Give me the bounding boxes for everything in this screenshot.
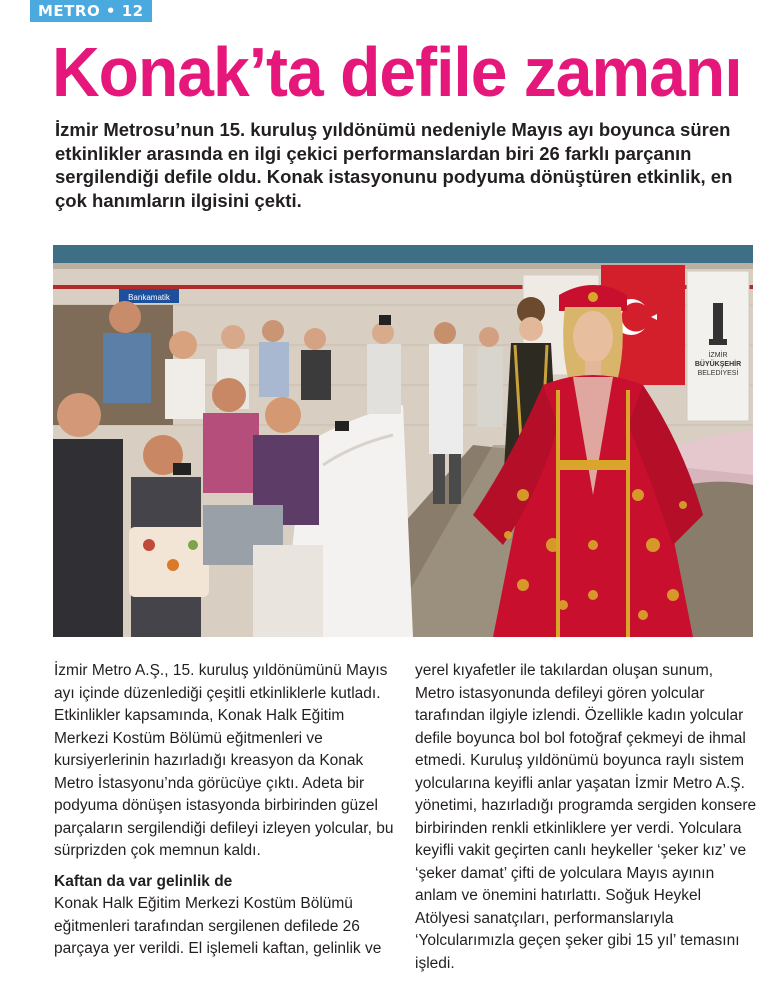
- body-column-1: [54, 660, 394, 961]
- body-paragraph-2: Konak Halk Eğitim Merkezi Kostüm Bölümü eğitmenleri tarafından sergilenen defilede 26 parçaya yer verildi. El işlemeli kaftan, gelinlik ve: [54, 895, 382, 957]
- ceiling-sign-strip: [53, 245, 753, 263]
- photo-illustration: [53, 245, 753, 637]
- camera: [173, 463, 191, 475]
- section-tag: METRO • 12: [30, 0, 152, 22]
- body-paragraph-3: yerel kıyafetler ile takılardan oluşan sunum, Metro istasyonunda defileyi gören yolcular tarafından ilgiyle izlendi. Özellikle kadın yolcular defile boyunca bol bol fotoğraf çekmeyi de ihmal etmedi. Kuruluş yıldönümü boyunca raylı sistem yolcularına keyifli anlar yaşatan İzmir Metro A.Ş. yönetimi, hazırladığı programda sergiden konsere birbirinden renkli etkinliklere yer verdi. Yolculara keyifli vakit geçirten canlı heykeller ‘şeker kız’ ve ‘şeker damat’ çifti de yolculara Mayıs ayının anlam ve önemini hatırlattı. Soğuk Heykel Atölyesi sanatçıları, performanslarıyla ‘Yolcularımızla geçen şeker gibi 15 yıl’ temasını işledi.: [415, 662, 757, 972]
- banner-line-3: BELEDİYESİ: [697, 370, 739, 377]
- subheading: Kaftan da var gelinlik de: [54, 872, 233, 890]
- body-paragraph-1: İzmir Metro A.Ş., 15. kuruluş yıldönümünü Mayıs ayı içinde düzenlediği çeşitli etkinliklerle kutladı. Etkinlikler kapsamında, Konak Halk Eğitim Merkezi Kostüm Bölümü eğitmenleri ve kursiyerlerinin hazırladığı kreasyon da Konak Metro İstasyonu’nda görücüye çıktı. Adeta bir podyuma dönüşen istasyonda birbirinden güzel parçaların sergilendiği defileyi izleyen yolcular, bu sürprizden çok memnun kaldı.: [54, 662, 394, 859]
- bankamatik-text: Bankamatik: [128, 293, 170, 302]
- headline: Konak’ta defile zamanı: [52, 33, 742, 111]
- model-face: [573, 311, 613, 363]
- fashion-show-photo: [53, 245, 753, 637]
- body-column-2: [415, 660, 757, 975]
- lede-paragraph: İzmir Metrosu’nun 15. kuruluş yıldönümü nedeniyle Mayıs ayı boyunca süren etkinlikler arasında en ilgi çekici performanslardan biri 26 farklı parçanın sergilendiği defile oldu. Konak istasyonunu podyuma dönüştüren etkinlik, en çok hanımların ilgisini çekti.: [55, 119, 733, 211]
- banner-line-2: BÜYÜKŞEHİR: [694, 361, 742, 368]
- izmir-banner: [687, 271, 749, 421]
- banner-line-1: İZMİR: [708, 352, 728, 359]
